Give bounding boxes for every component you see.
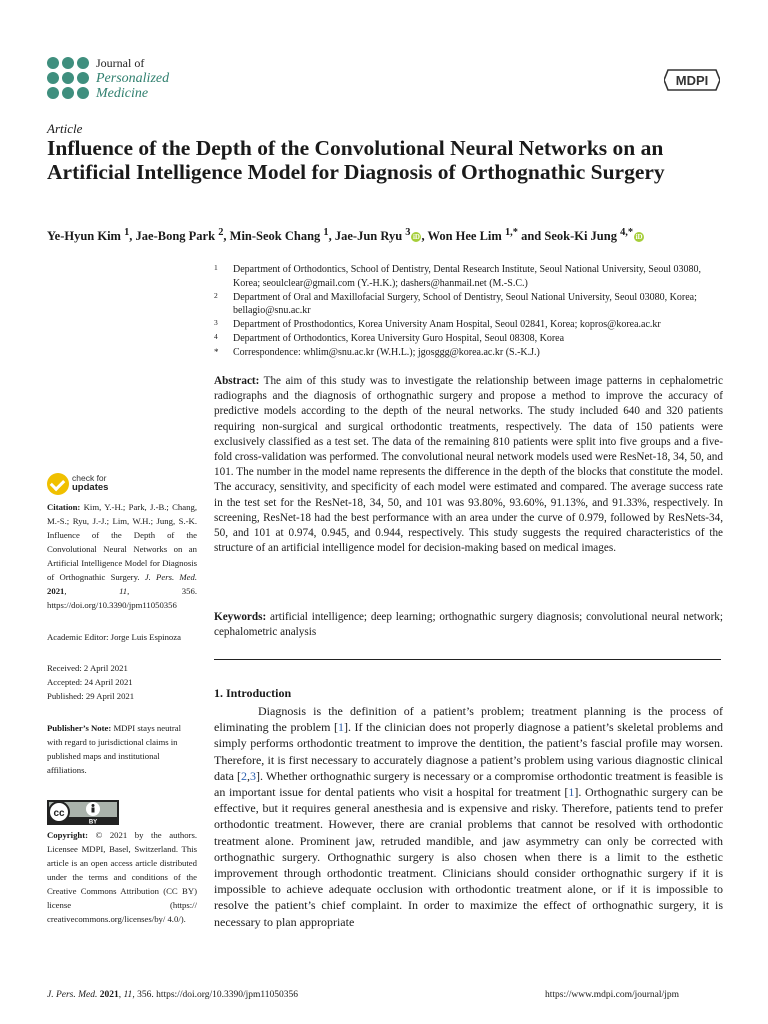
author-name[interactable]: Won Hee Lim xyxy=(427,229,502,244)
check-icon xyxy=(47,473,69,495)
orcid-icon[interactable]: iD xyxy=(412,233,420,242)
reference-link[interactable]: 3 xyxy=(250,768,257,783)
copyright-notice xyxy=(47,828,197,926)
reference-link[interactable]: 1 xyxy=(338,720,344,735)
introduction-text: , xyxy=(247,768,251,783)
introduction-paragraph xyxy=(214,703,723,930)
citation-text: Kim, Y.-H.; Park, J.-B.; Chang, M.-S.; Ryu, J.-J.; Lim, W.H.; Jung, S.-K. Influence of the Depth of the Convolutional Neural Networks on an Artificial Intelligence Model for Diagnosis of Orthognathic Surgery. xyxy=(47,502,197,582)
author-affiliation-marker: 4,* xyxy=(620,227,634,238)
affiliation-number: 2 xyxy=(214,290,218,300)
section-divider xyxy=(214,659,721,660)
citation-journal: J. Pers. Med. xyxy=(144,572,198,582)
academic-editor: Academic Editor: Jorge Luis Espinoza xyxy=(47,632,181,642)
affiliation-number: 3 xyxy=(214,318,218,328)
author-separator: , xyxy=(129,229,136,244)
publisher-note-text: MDPI stays neutral with regard to jurisdictional claims in published maps and institutional affiliations. xyxy=(47,723,181,775)
mdpi-logo-icon[interactable] xyxy=(664,68,720,92)
author-affiliation-marker: 1 xyxy=(323,227,329,238)
journal-logo-icon xyxy=(47,57,89,99)
journal-name xyxy=(96,56,169,101)
keywords-label: Keywords: xyxy=(214,611,267,623)
footer-year: 2021 xyxy=(99,990,119,1000)
author-affiliation-marker: 2 xyxy=(218,227,224,238)
keywords-text: artificial intelligence; deep learning; orthognathic surgery diagnosis; convolutional neural network; cephalometric analysis xyxy=(214,611,723,639)
keywords xyxy=(214,610,723,640)
author-list xyxy=(47,227,747,244)
check-updates-line2: updates xyxy=(72,482,109,493)
received-date: Received: 2 April 2021 xyxy=(47,663,128,673)
introduction-text: ]. If the clinician does not properly diagnose a patient’s skeletal problems and simply performs orthodontic treatment to improve the dentition, the patient’s fascial profile may worsen. Therefore, it is first necessary to accurately diagnose a patient’s problem using various diagnostic clinical data [ xyxy=(214,720,723,783)
author-separator: , xyxy=(223,229,230,244)
citation-volume: 11 xyxy=(119,586,128,596)
author-affiliation-marker: 1,* xyxy=(504,227,518,238)
affiliation-item xyxy=(214,318,724,332)
introduction-text: ]. Whether orthognathic surgery is necessary or a compromise orthodontic treatment is feasible is an important issue for dental patients who visit a hospital for treatment [ xyxy=(214,768,723,800)
reference-link[interactable]: 2 xyxy=(241,768,248,783)
publisher-note xyxy=(47,721,197,777)
author-affiliation-marker: 3 xyxy=(405,227,411,238)
introduction-text: ]. Orthognathic surgery can be effective, but it requires general anesthesia and is expensive and risky. Therefore, patients tend to prefer orthodontic treatment. However, there are cranial problems that cannot be resolved with orthodontic treatment alone. Prominent jaw, retruded mandible, and jaw asymmetry can only be corrected with orthognathic surgery. Orthognathic surgery is also chosen when there is a limit to the esthetic improvement through orthodontic treatment. Clinicians should consider orthognathic surgery if it is impossible to achieve adequate occlusion with orthodontic treatment alone, or if it is impossible to resolve the patient’s chief complaint. In order to maximize the effect of orthognathic surgery, it is necessary to plan appropriate xyxy=(214,785,723,929)
footer-doi-link[interactable]: , 356. https://doi.org/10.3390/jpm11050356 xyxy=(132,990,299,1000)
copyright-label: Copyright: xyxy=(47,830,89,840)
introduction-text: Diagnosis is the definition of a patient’s problem; treatment planning is the process of eliminating the problem [ xyxy=(214,704,723,735)
affiliation-text: Department of Orthodontics, School of Dentistry, Dental Research Institute, Seoul National University, Seoul 03080, Korea; seoulclear@gmail.com (Y.-H.K.); dashers@hanmail.net (M.-S.C.) xyxy=(233,264,702,289)
citation-label: Citation: xyxy=(47,502,81,512)
footer-volume: 11 xyxy=(123,990,133,1000)
introduction-heading: 1. Introduction xyxy=(214,686,292,700)
introduction-body xyxy=(214,703,723,930)
footer-citation: J. Pers. Med. 2021, 11, 356. https://doi.org/10.3390/jpm11050356 xyxy=(47,990,299,1000)
accepted-date: Accepted: 24 April 2021 xyxy=(47,677,133,687)
published-date: Published: 29 April 2021 xyxy=(47,691,135,701)
orcid-icon[interactable]: iD xyxy=(635,233,643,242)
author-name[interactable]: Ye-Hyun Kim xyxy=(47,229,121,244)
affiliation-number: * xyxy=(214,346,219,357)
journal-name-line3: Medicine xyxy=(96,86,149,101)
article-type: Article xyxy=(47,121,83,136)
affiliation-item xyxy=(214,346,724,360)
author-separator: , xyxy=(328,229,335,244)
reference-link[interactable]: 1 xyxy=(568,785,575,800)
affiliation-number: 1 xyxy=(214,263,218,272)
affiliation-text: Correspondence: whlim@snu.ac.kr (W.H.L.); jgosggg@korea.ac.kr (S.-K.J.) xyxy=(233,346,540,358)
abstract xyxy=(214,374,723,556)
check-updates-line1: check for xyxy=(72,473,107,483)
author-affiliation-marker: 1 xyxy=(124,227,130,238)
abstract-label: Abstract: xyxy=(214,375,260,387)
affiliation-text: Department of Orthodontics, Korea University Guro Hospital, Seoul 08308, Korea xyxy=(233,332,565,344)
journal-name-line2: Personalized xyxy=(96,71,170,86)
author-separator: , xyxy=(421,229,428,244)
author-name[interactable]: Seok-Ki Jung xyxy=(544,229,617,244)
affiliation-item xyxy=(214,263,724,291)
article-title: Influence of the Depth of the Convolutional Neural Networks on an Artificial Intelligence Model for Diagnosis of Orthognathic Surgery xyxy=(47,136,665,184)
copyright-text: © 2021 by the authors. Licensee MDPI, Basel, Switzerland. This article is an open access article distributed under the terms and conditions of the Creative Commons Attribution (CC BY) license (https:// creativecommons.org/licenses/by/ 4.0/). xyxy=(47,830,197,924)
affiliation-number: 4 xyxy=(214,331,218,341)
author-separator: and xyxy=(517,229,545,244)
footer-journal-url[interactable]: https://www.mdpi.com/journal/jpm xyxy=(545,990,679,1000)
affiliation-text: Department of Prosthodontics, Korea University Anam Hospital, Seoul 02841, Korea; kopros@korea.ac.kr xyxy=(233,319,661,331)
footer-journal: J. Pers. Med. xyxy=(47,990,98,1000)
cc-by-label: BY xyxy=(88,819,98,825)
author-name[interactable]: Jae-Bong Park xyxy=(135,229,216,244)
author-name[interactable]: Jae-Jun Ryu xyxy=(334,229,403,244)
affiliations xyxy=(214,263,724,360)
citation-doi-link[interactable]: , 356. https://doi.org/10.3390/jpm11050356 xyxy=(47,586,197,610)
author-name[interactable]: Min-Seok Chang xyxy=(229,229,321,244)
cc-by-license-icon[interactable] xyxy=(47,800,119,825)
publisher-note-label: Publisher’s Note: xyxy=(47,723,112,733)
affiliation-item xyxy=(214,291,724,319)
affiliation-text: Department of Oral and Maxillofacial Surgery, School of Dentistry, Seoul National University, Seoul 03080, Korea; bellagio@snu.ac.kr xyxy=(233,291,697,317)
abstract-text: The aim of this study was to investigate the relationship between image patterns in cephalometric radiographs and the diagnosis of orthognathic surgery and propose a method to improve the accuracy of predictive models according to the depth of the neural networks. The study included 640 and 320 patients requiring non-surgical and surgical orthodontic treatments, respectively. The data of 150 patients were exclusively classified as a test set. The data of the remaining 810 patients were split into five groups and a five-fold cross-validation was performed. The convolutional neural network models used were ResNet-18, 34, 50, and 101. The number in the model name represents the difference in the depth of the blocks that constitute the model. The accuracy, sensitivity, and specificity of each model were estimated and compared. The average success rate in the test set for the ResNet-18, 34, 50, and 101 was 93.80%, 93.60%, 91.13%, and 91.33%, respectively. In screening, ResNet-18 had the best performance with an area under the curve of 0.979, followed by ResNets-34, 50, and 101 at 0.974, 0.945, and 0.944, respectively. This study suggests the required characteristics of the structure of an artificial intelligence model for decision-making based on medical images. xyxy=(214,375,723,555)
citation-year: 2021 xyxy=(47,586,65,596)
journal-name-line1: Journal of xyxy=(96,56,145,70)
mdpi-logo-text: MDPI xyxy=(675,73,709,88)
publication-dates xyxy=(47,661,197,703)
svg-text:cc: cc xyxy=(53,808,65,819)
check-for-updates-button[interactable] xyxy=(47,471,137,497)
citation: Citation: Kim, Y.-H.; Park, J.-B.; Chang, M.-S.; Ryu, J.-J.; Lim, W.H.; Jung, S.-K. Influence of the Depth of the Convolutional Neural Networks on an Artificial Intelligence Model for Diagnosis of Orthognathic Surgery. J. Pers. Med. 2021, 11, 356. https://doi.org/10.3390/jpm11050356 xyxy=(47,502,198,610)
affiliation-item xyxy=(214,332,724,346)
